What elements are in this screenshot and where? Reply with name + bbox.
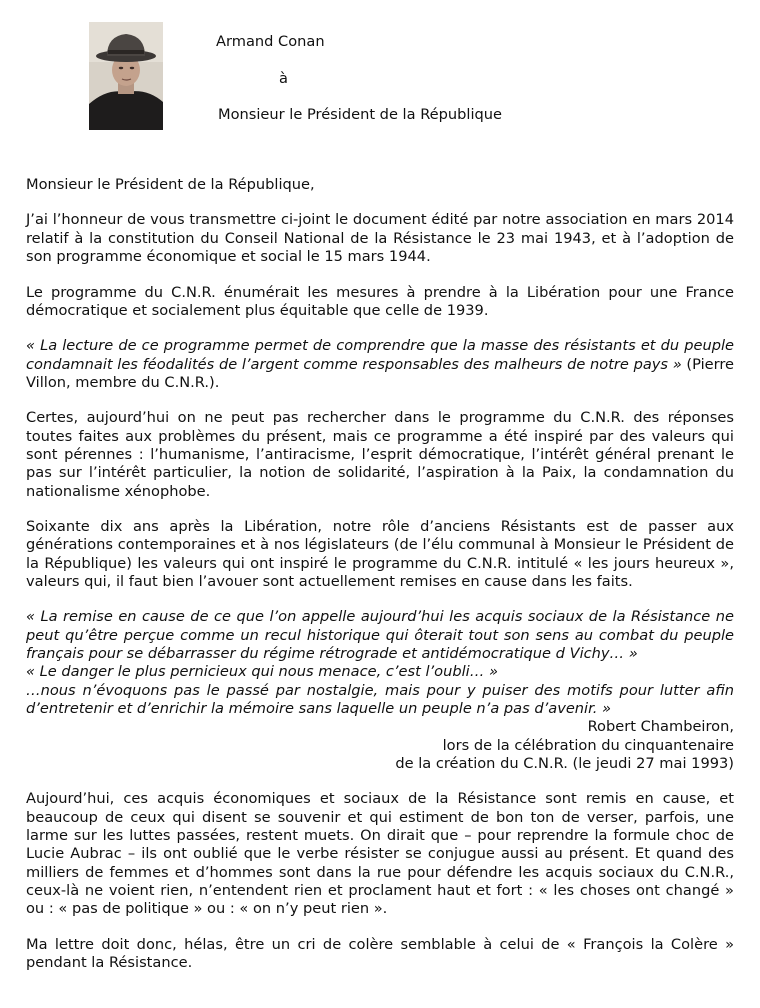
header-preposition: à [279,70,288,87]
signature-date: de la création du C.N.R. (le jeudi 27 mai 1993) [395,754,734,772]
signature-name: Robert Chambeiron, [587,718,734,736]
chambeiron-quote-2: « Le danger le plus pernicieux qui nous menace, c’est l’oubli… » [26,663,498,681]
author-name: Armand Conan [216,33,325,50]
villon-attribution: (Pierre Villon, membre du C.N.R.). [26,355,735,391]
paragraph-1: J’ai l’honneur de vous transmettre ci-joint le document édité par notre association en mars 2014 relatif à la constitution du Conseil National de la Résistance le 23 mai 1943, et à l’adoption de son programme économique et social le 15 mars 1944. [26,211,734,266]
signature-occasion: lors de la célébration du cinquantenaire [442,736,734,754]
quote-signature [26,718,734,773]
paragraph-7: Ma lettre doit donc, hélas, être un cri de colère semblable à celui de « François la Colère » pendant la Résistance. [26,935,734,971]
author-portrait-photo [89,22,163,130]
paragraph-6: Aujourd’hui, ces acquis économiques et sociaux de la Résistance sont remis en cause, et beaucoup de ceux qui disent se souvenir et qui estiment de bon ton de verser, parfois, une larme sur les luttes passées, restent muets. On dirait que – pour reprendre la formule choc de Lucie Aubrac – ils ont oublié que le verbe résister se conjugue aussi au présent. Et quand des milliers de femmes et d’hommes sont dans la rue pour défendre les acquis sociaux du C.N.R., ceux-là ne voient rien, n’entendent rien et proclament haut et fort : « les choses ont changé » ou : « pas de politique » ou : « on n’y peut rien ». [26,790,734,918]
villon-quote: « La lecture de ce programme permet de comprendre que la masse des résistants et du peuple condamnait les féodalités de l’argent comme responsables des malheurs de notre pays » [26,337,734,373]
letter-body [26,176,734,989]
paragraph-4: Certes, aujourd’hui on ne peut pas rechercher dans le programme du C.N.R. des réponses toutes faites aux problèmes du présent, mais ce programme a été inspiré par des valeurs qui sont pérennes : l’humanisme, l’antiracisme, l’esprit démocratique, l’intérêt général prenant le pas sur l’intérêt particulier, la notion de solidarité, l’aspiration à la Paix, la condamnation du nationalisme xénophobe. [26,409,734,500]
chambeiron-quote-1: « La remise en cause de ce que l’on appelle aujourd’hui les acquis sociaux de la Résistance ne peut qu’être perçue comme un recul historique qui ôterait tout son sens au combat du peuple français pour se débarrasser du régime rétrograde et antidémocratique d Vichy… » [26,608,734,663]
salutation: Monsieur le Président de la République, [26,176,315,193]
chambeiron-quote-3: …nous n’évoquons pas le passé par nostalgie, mais pour y puiser des motifs pour lutter afin d’entretenir et d’enrichir la mémoire sans laquelle un peuple n’a pas d’avenir. » [26,681,734,717]
recipient-title: Monsieur le Président de la République [218,106,503,123]
paragraph-5: Soixante dix ans après la Libération, notre rôle d’anciens Résistants est de passer aux générations contemporaines et à nos législateurs (de l’élu communal à Monsieur le Président de la République) les valeurs qui ont inspiré le programme du C.N.R. intitulé « les jours heureux », valeurs qui, il faut bien l’avouer sont actuellement remises en cause dans les faits. [26,518,734,590]
portrait-illustration [89,22,163,130]
paragraph-3 [26,337,734,392]
paragraph-2: Le programme du C.N.R. énumérait les mesures à prendre à la Libération pour une France démocratique et socialement plus équitable que celle de 1939. [26,283,734,319]
